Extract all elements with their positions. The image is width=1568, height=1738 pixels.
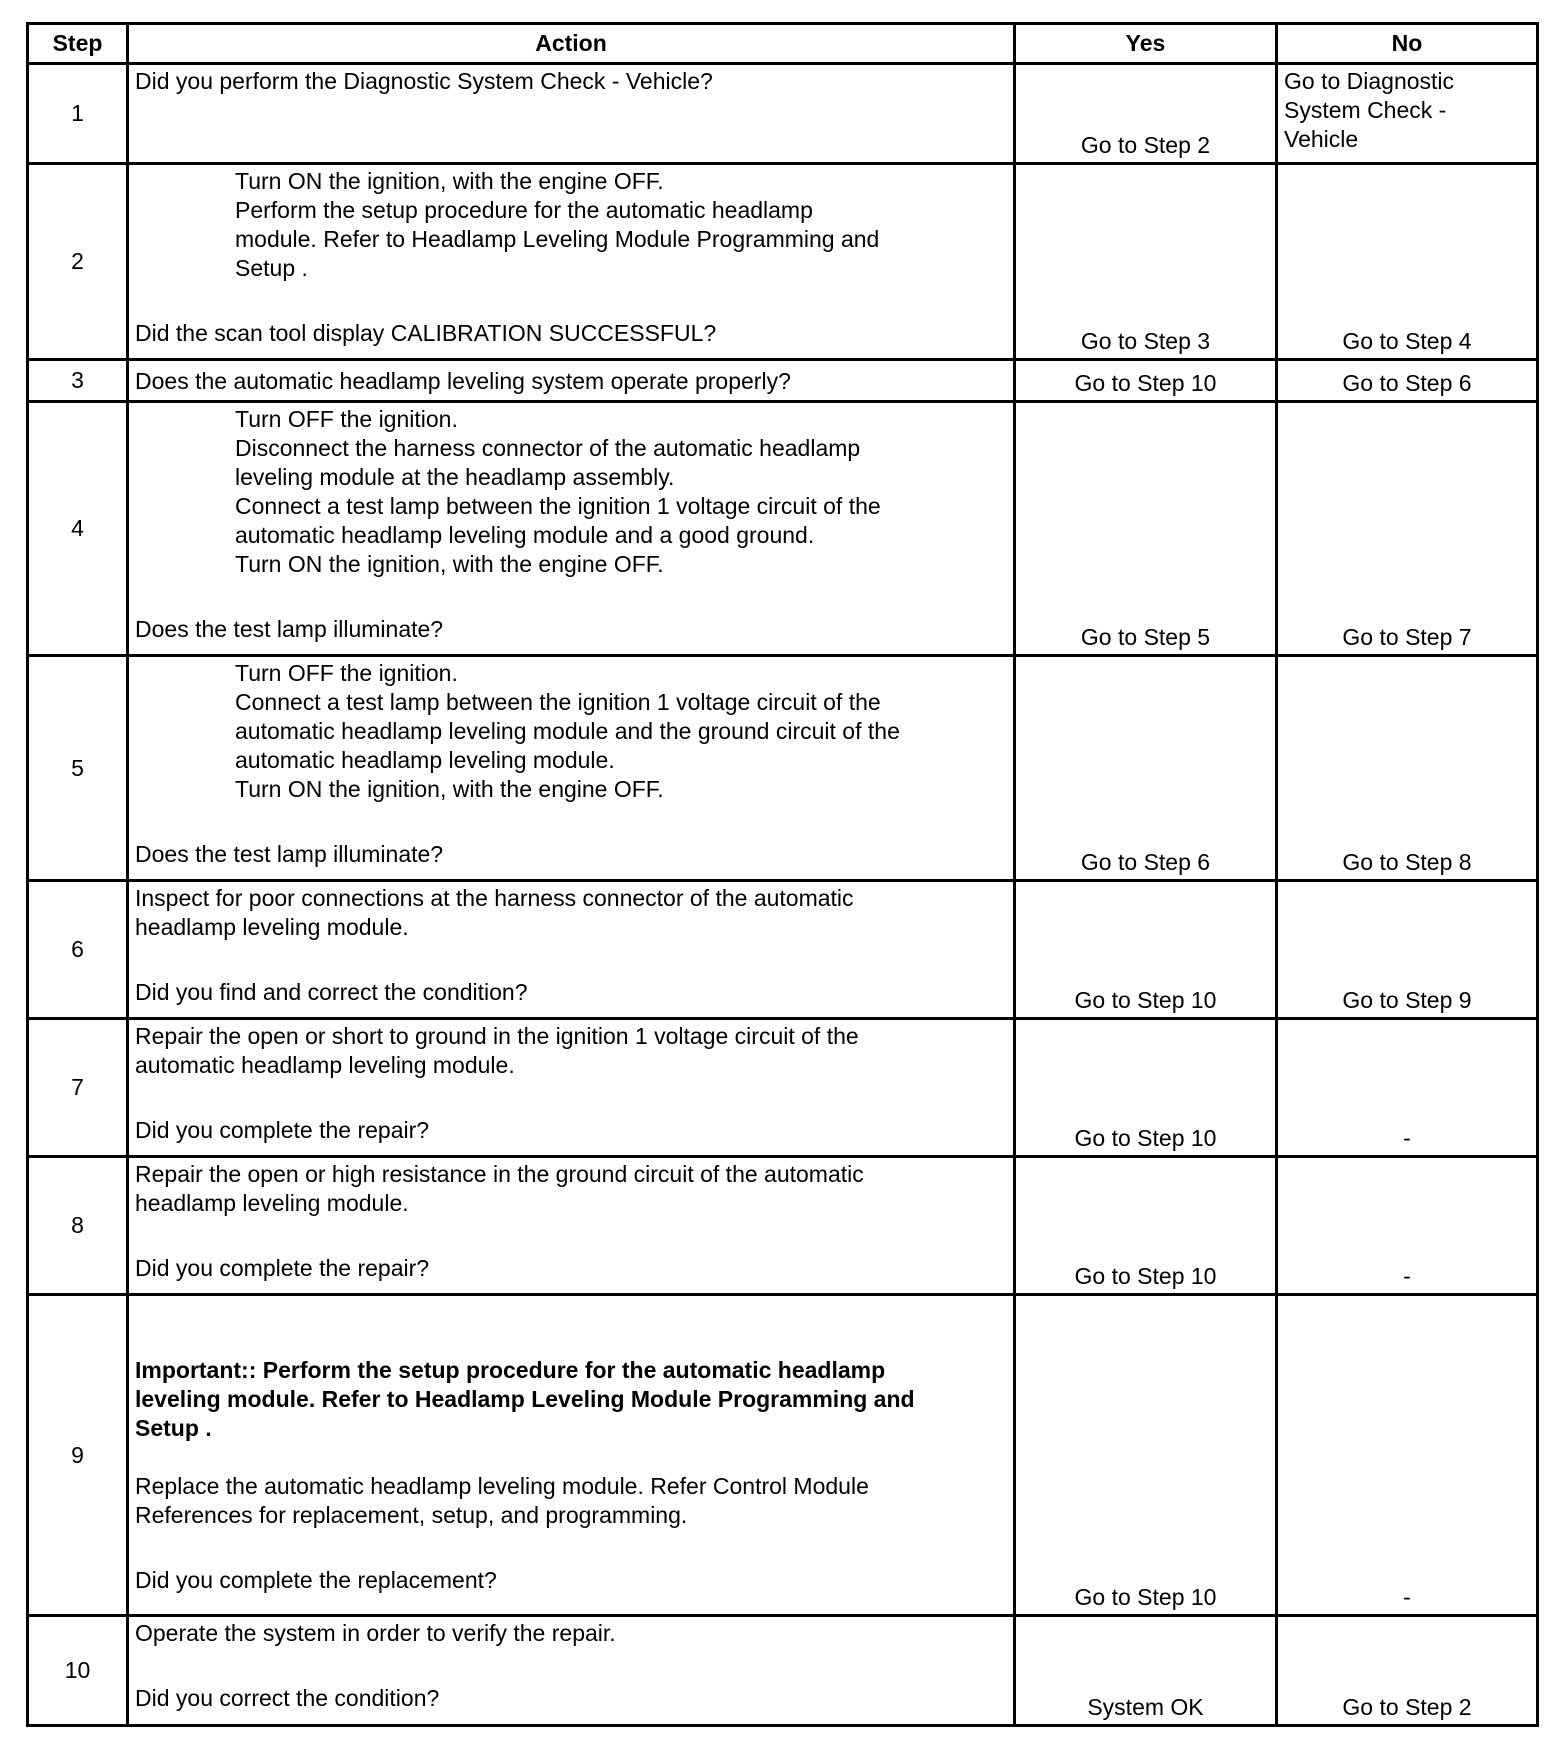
question-text: Does the test lamp illuminate? [135, 616, 444, 642]
step-number: 5 [28, 656, 128, 881]
procedure-step: Connect a test lamp between the ignition 1 voltage circuit of the [235, 493, 881, 519]
table-row [28, 1157, 1538, 1295]
question-text: Did you complete the repair? [135, 1255, 430, 1281]
procedure-step: module. Refer to Headlamp Leveling Module Programming and [235, 226, 880, 252]
procedure-step: Turn ON the ignition, with the engine OFF. [235, 776, 664, 802]
yes-result: Go to Step 10 [1015, 360, 1277, 402]
procedure-step: Perform the setup procedure for the automatic headlamp [235, 197, 813, 223]
yes-result: Go to Step 10 [1015, 1019, 1277, 1157]
diagnostic-table [26, 22, 1539, 1727]
procedure-step: Turn OFF the ignition. [235, 660, 458, 686]
question-text: Did you correct the condition? [135, 1685, 440, 1711]
no-result-line: Go to Diagnostic [1284, 68, 1455, 94]
no-result: Go to Step 4 [1277, 164, 1538, 360]
action-cell [128, 64, 1015, 164]
no-result: Go to Step 9 [1277, 881, 1538, 1019]
step-number: 4 [28, 402, 128, 656]
no-result: - [1277, 1157, 1538, 1295]
action-cell [128, 656, 1015, 881]
yes-result: Go to Step 10 [1015, 1157, 1277, 1295]
action-text: Repair the open or short to ground in the ignition 1 voltage circuit of the [135, 1023, 859, 1049]
action-cell [128, 164, 1015, 360]
table-row [28, 402, 1538, 656]
important-note: leveling module. Refer to Headlamp Leveling Module Programming and [135, 1386, 915, 1412]
action-text: Repair the open or high resistance in the ground circuit of the automatic [135, 1161, 864, 1187]
action-cell [128, 1295, 1015, 1616]
action-text: Replace the automatic headlamp leveling module. Refer Control Module [135, 1473, 869, 1499]
action-text: Inspect for poor connections at the harness connector of the automatic [135, 885, 854, 911]
no-result: Go to Step 6 [1277, 360, 1538, 402]
table-row [28, 1019, 1538, 1157]
action-cell [128, 360, 1015, 402]
procedure-step: automatic headlamp leveling module and a good ground. [235, 522, 815, 548]
yes-result: Go to Step 2 [1015, 64, 1277, 164]
procedure-step: automatic headlamp leveling module. [235, 747, 615, 773]
step-number: 3 [28, 360, 128, 402]
no-result-line: System Check - [1284, 97, 1447, 123]
procedure-step: automatic headlamp leveling module and the ground circuit of the [235, 718, 900, 744]
question-text: Did you complete the replacement? [135, 1567, 497, 1593]
no-result: Go to Step 8 [1277, 656, 1538, 881]
no-result: Go to Step 7 [1277, 402, 1538, 656]
yes-result: Go to Step 10 [1015, 1295, 1277, 1616]
table-row [28, 64, 1538, 164]
question-text: Does the automatic headlamp leveling system operate properly? [135, 368, 791, 394]
step-number: 10 [28, 1616, 128, 1726]
action-cell [128, 1019, 1015, 1157]
yes-result: Go to Step 3 [1015, 164, 1277, 360]
procedure-step: leveling module at the headlamp assembly. [235, 464, 675, 490]
table-row [28, 1616, 1538, 1726]
no-result [1277, 64, 1538, 164]
no-result: - [1277, 1295, 1538, 1616]
action-cell [128, 1157, 1015, 1295]
header-step: Step [28, 24, 128, 64]
action-text: automatic headlamp leveling module. [135, 1052, 515, 1078]
procedure-step: Disconnect the harness connector of the automatic headlamp [235, 435, 861, 461]
step-number: 9 [28, 1295, 128, 1616]
action-text: Did you perform the Diagnostic System Check - Vehicle? [135, 68, 713, 94]
step-number: 7 [28, 1019, 128, 1157]
question-text: Did the scan tool display CALIBRATION SUCCESSFUL? [135, 320, 717, 346]
step-number: 2 [28, 164, 128, 360]
important-note: Setup . [135, 1415, 212, 1441]
action-cell [128, 402, 1015, 656]
yes-result: Go to Step 5 [1015, 402, 1277, 656]
step-number: 6 [28, 881, 128, 1019]
procedure-step: Turn ON the ignition, with the engine OFF. [235, 168, 664, 194]
step-number: 1 [28, 64, 128, 164]
action-cell [128, 881, 1015, 1019]
procedure-step: Turn ON the ignition, with the engine OFF. [235, 551, 664, 577]
no-result: Go to Step 2 [1277, 1616, 1538, 1726]
table-row [28, 656, 1538, 881]
yes-result: Go to Step 6 [1015, 656, 1277, 881]
table-row [28, 881, 1538, 1019]
yes-result: Go to Step 10 [1015, 881, 1277, 1019]
table-row [28, 360, 1538, 402]
no-result-line: Vehicle [1284, 126, 1359, 152]
procedure-step: Setup . [235, 255, 308, 281]
action-text: headlamp leveling module. [135, 1190, 409, 1216]
no-result: - [1277, 1019, 1538, 1157]
procedure-step: Turn OFF the ignition. [235, 406, 458, 432]
action-text: headlamp leveling module. [135, 914, 409, 940]
header-action: Action [128, 24, 1015, 64]
action-cell [128, 1616, 1015, 1726]
action-text: Operate the system in order to verify the repair. [135, 1620, 616, 1646]
question-text: Did you complete the repair? [135, 1117, 430, 1143]
step-number: 8 [28, 1157, 128, 1295]
question-text: Did you find and correct the condition? [135, 979, 528, 1005]
header-yes: Yes [1015, 24, 1277, 64]
action-text: References for replacement, setup, and programming. [135, 1502, 688, 1528]
table-row [28, 1295, 1538, 1616]
header-no: No [1277, 24, 1538, 64]
important-note: Important:: Perform the setup procedure for the automatic headlamp [135, 1357, 886, 1383]
yes-result: System OK [1015, 1616, 1277, 1726]
table-row [28, 164, 1538, 360]
header-row [28, 24, 1538, 64]
question-text: Does the test lamp illuminate? [135, 841, 444, 867]
procedure-step: Connect a test lamp between the ignition 1 voltage circuit of the [235, 689, 881, 715]
